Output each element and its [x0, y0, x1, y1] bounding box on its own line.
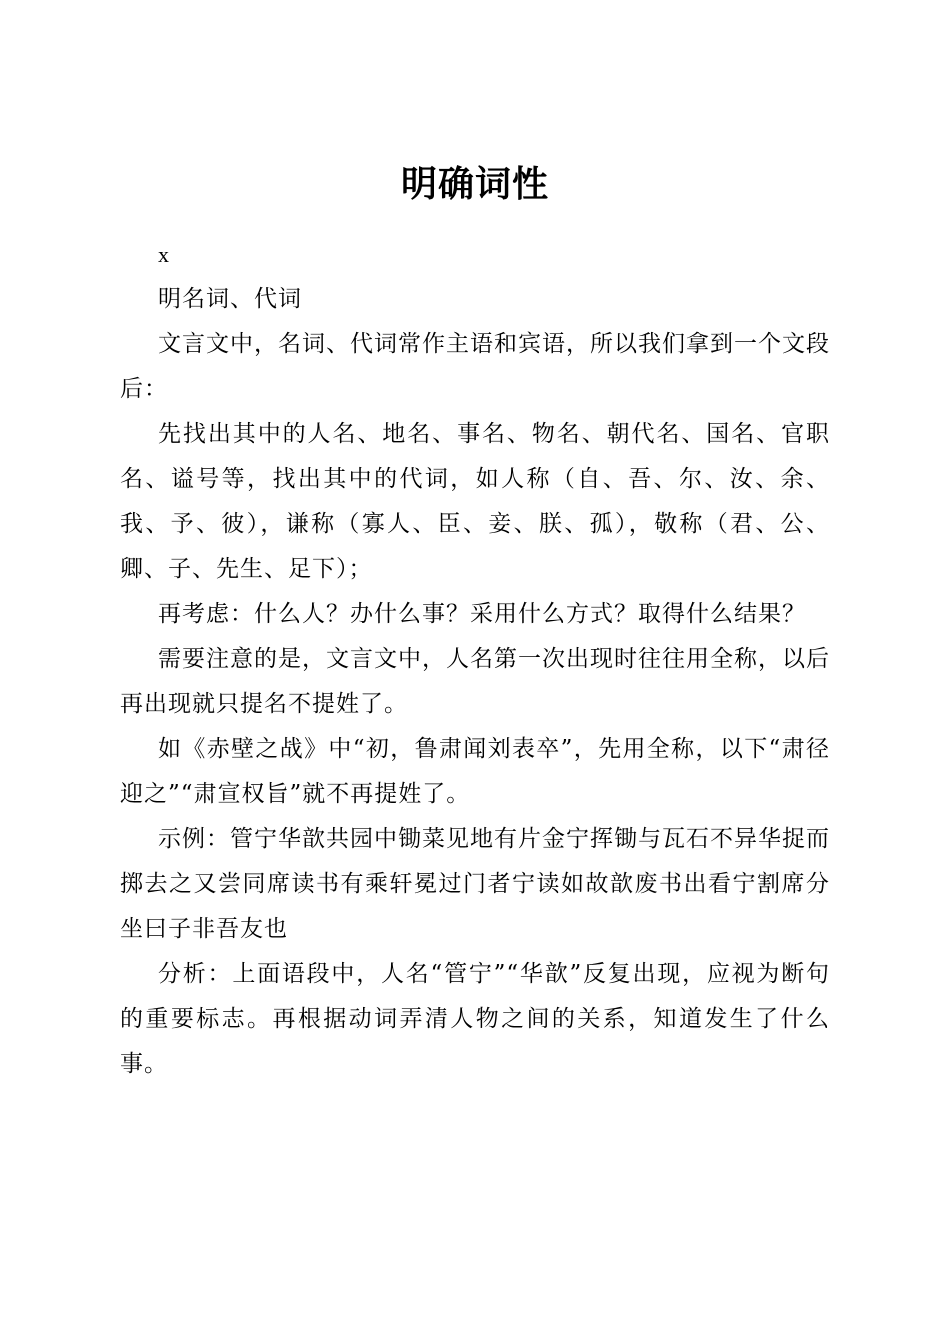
paragraph: 文言文中，名词、代词常作主语和宾语，所以我们拿到一个文段后：	[120, 331, 830, 402]
document-title: 明确词性	[400, 163, 549, 206]
paragraph: 再考虑：什么人？办什么事？采用什么方式？取得什么结果？	[158, 601, 806, 627]
paragraph: 需要注意的是，文言文中，人名第一次出现时往往用全称，以后再出现就只提名不提姓了。	[120, 646, 830, 717]
analysis-paragraph: 分析：上面语段中，人名“管宁”“华歆”反复出现，应视为断句的重要标志。再根据动词弄清人物之间的关系，知道发生了什么事。	[120, 961, 830, 1077]
paragraph: 先找出其中的人名、地名、事名、物名、朝代名、国名、官职名、谥号等，找出其中的代词，如人称（自、吾、尔、汝、余、我、予、彼），谦称（寡人、臣、妾、朕、孤），敬称（君、公、卿、子、先生、足下）；	[120, 421, 830, 582]
example-paragraph: 示例：管宁华歆共园中锄菜见地有片金宁挥锄与瓦石不异华捉而掷去之又尝同席读书有乘轩冕过门者宁读如故歆废书出看宁割席分坐曰子非吾友也	[120, 826, 830, 942]
paragraph-marker: x	[158, 242, 170, 267]
document-body	[120, 232, 830, 1087]
section-heading: 明名词、代词	[158, 286, 302, 312]
paragraph: 如《赤壁之战》中“初，鲁肃闻刘表卒”，先用全称，以下“肃径迎之”“肃宣权旨”就不再提姓了。	[120, 736, 830, 807]
